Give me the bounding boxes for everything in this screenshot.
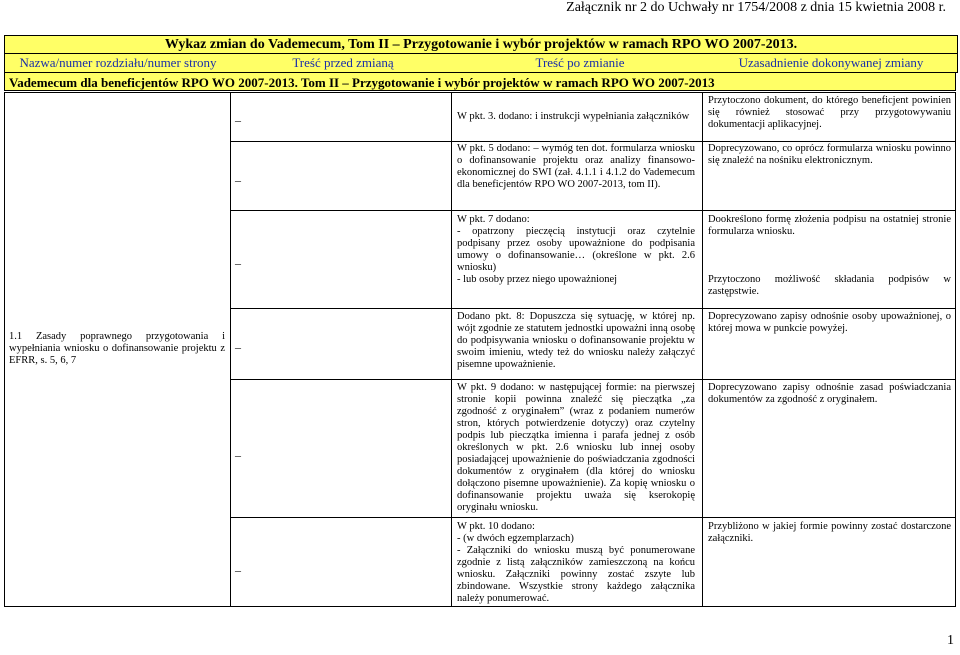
page-title: Wykaz zmian do Vademecum, Tom II – Przygotowanie i wybór projektów w ramach RPO WO 2007-2013. <box>4 35 958 54</box>
dash: – <box>235 448 241 462</box>
after-text: W pkt. 10 dodano: - (w dwóch egzemplarzach) - Załączniki do wniosku muszą być ponumerowane zgodnie z listą załączników zamieszczoną na końcu wniosku. Załączniki powinny zostać zszyte lub zbindowane. Wszystkie strony każdego załącznika należy ponumerować. <box>457 521 695 604</box>
column-header-reason: Uzasadnienie dokonywanej zmiany <box>738 55 924 70</box>
reason-text: Przytoczono dokument, do którego beneficjent powinien się również stosować przy przygotowywaniu dokumentacji aplikacyjnej. <box>708 95 951 130</box>
dash: – <box>235 256 241 270</box>
reason-text: Przybliżono w jakiej formie powinny zostać dostarczone załączniki. <box>708 521 951 544</box>
reason-text: Doprecyzowano, co oprócz formularza wniosku powinno się znaleźć na nośniku elektronicznym. <box>708 143 951 166</box>
page-number: 1 <box>947 633 954 648</box>
after-text: W pkt. 5 dodano: – wymóg ten dot. formularza wniosku o dofinansowanie projektu oraz analizy finansowo-ekonomicznej do SWI (zał. 4.1.1 i 4.1.2 do Vademecum dla beneficjentów RPO WO 2007-2013, tom II). <box>457 143 695 190</box>
column-headers <box>4 53 958 73</box>
reason-text: Dookreślono formę złożenia podpisu na ostatniej stronie formularza wniosku. <box>708 214 951 237</box>
changes-table <box>4 92 956 607</box>
column-header-after: Treść po zmianie <box>535 55 625 70</box>
dash: – <box>235 563 241 577</box>
reason-text: Doprecyzowano zapisy odnośnie zasad poświadczania dokumentów za zgodność z oryginałem. <box>708 382 951 405</box>
reason-text: Przytoczono możliwość składania podpisów w zastępstwie. <box>708 274 951 297</box>
dash: – <box>235 340 241 354</box>
after-text: W pkt. 9 dodano: w następującej formie: na pierwszej stronie kopii powinna znaleźć się pieczątka „za zgodność z oryginałem” (wraz z podaniem numerów stron, których potwierdzenie dotyczy) oraz czytelny podpis lub pieczątka imienna i parafa jednej z osób określonych w pkt. 2.6 wniosku lub innej osoby posiadającej upoważnienie do poświadczania zgodności dokumentów z oryginałem (dla której do wniosku dołączono pisemne upoważnienie). Za kopię wniosku o dofinansowanie projektu uważa się kserokopię oryginału wniosku. <box>457 382 695 513</box>
dash: – <box>235 113 241 127</box>
dash: – <box>235 173 241 187</box>
reason-text: Doprecyzowano zapisy odnośnie osoby upoważnionej, o której mowa w punkcie powyżej. <box>708 311 951 334</box>
subheader: Vademecum dla beneficjentów RPO WO 2007-2013. Tom II – Przygotowanie i wybór projektów w ramach RPO WO 2007-2013 <box>4 72 956 91</box>
column-header-chapter: Nazwa/numer rozdziału/numer strony <box>19 55 217 70</box>
after-text: Dodano pkt. 8: Dopuszcza się sytuację, w której np. wójt zgodnie ze statutem jednostki upoważni inną osobę do podpisywania wniosku o dofinansowanie projektu w swoim imieniu, wtedy też do wniosku należy załączyć pisemne upoważnienie. <box>457 311 695 370</box>
document-header: Załącznik nr 2 do Uchwały nr 1754/2008 z dnia 15 kwietnia 2008 r. <box>566 0 946 15</box>
after-text: W pkt. 3. dodano: i instrukcji wypełniania załączników <box>457 111 690 122</box>
after-text: W pkt. 7 dodano: - opatrzony pieczęcią instytucji oraz czytelnie podpisany przez osoby upoważnione do podpisania umowy o dofinansowanie… (określone w pkt. 2.6 wniosku) - lub osoby przez niego upoważnionej <box>457 214 695 285</box>
column-header-before: Treść przed zmianą <box>292 55 394 70</box>
section-label: 1.1 Zasady poprawnego przygotowania i wypełniania wniosku o dofinansowanie projektu z EFRR, s. 5, 6, 7 <box>9 331 225 366</box>
